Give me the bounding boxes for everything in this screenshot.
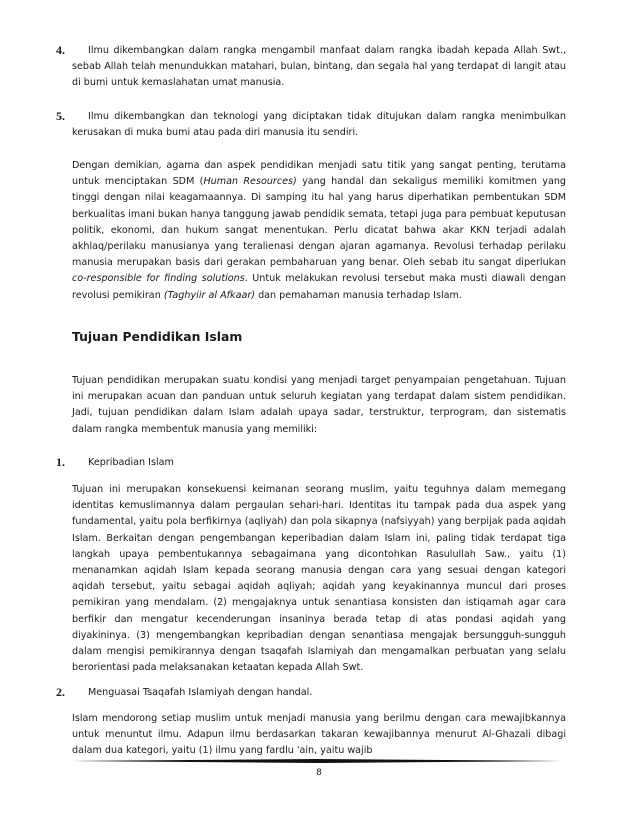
page-number: 8 [316, 768, 322, 778]
list-number: 1. [56, 455, 65, 469]
list-number: 4. [56, 43, 65, 57]
goal-title: Menguasai Tsaqafah Islamiyah dengan handal. [88, 687, 313, 698]
list-number: 2. [56, 685, 65, 699]
goal-1-text: Tujuan ini merupakan konsekuensi keimanan seorang muslim, yaitu teguhnya dalam memegang identitas kemuslimannya dalam pergaulan sehari-hari. Identitas itu tampak pada dua aspek yang fundamental, yaitu pola berfikirnya (aqliyah) dan pola sikapnya (nafsiyyah) yang berpijak pada aqidah Islam. Berkaitan dengan pengembangan keperibadian dalam Islam ini, paling tidak terdapat tiga langkah upaya pembentukannya sebagaimana yang dicontohkan Rasulullah Saw., yaitu (1) menanamkan aqidah Islam kepada seorang manusia dengan cara yang sesuai dengan kategori aqidah tersebut, yaitu sebagai aqidah aqliyah; aqidah yang keyakinannya muncul dari proses pemikiran yang mendalam. (2) mengajaknya untuk senantiasa konsisten dan istiqamah agar cara berfikir dan mengatur kecenderungan insaninya berada tetap di atas pondasi aqidah yang diyakininya. (3) mengembangkan kepribadian dengan senantiasa mengajak bersungguh-sungguh dalam mengisi pemikirannya dengan tsaqafah Islamiyah dan mengamalkan perbuatan yang selalu berorientasi pada melaksanakan ketaatan kepada Allah Swt. [72, 484, 566, 674]
list-item-4 [56, 43, 566, 92]
paragraph-intro: Dengan demikian, agama dan aspek pendidikan menjadi satu titik yang sangat penting, terutama untuk menciptakan SDM (Human Resources) yang handal dan sekaligus memiliki komitmen yang tinggi dengan nilai keagamaannya. Di samping itu hal yang harus diperhatikan pembentukan SDM berkualitas imani bukan hanya tanggung jawab pendidik semata, tetapi juga para pembuat keputusan politik, ekonomi, dan hukum sangat menentukan. Perlu dicatat bahwa akar KKN terjadi adalah akhlaq/perilaku manusianya yang teralienasi dengan ajaran agamanya. Revolusi terhadap perilaku manusia merupakan basis dari gerakan pembaharuan yang benar. Oleh sebab itu sangat diperlukan co-responsible for finding solutions. Untuk melakukan revolusi tersebut maka musti diawali dengan revolusi pemikiran (Taghyiir al Afkaar) dan pemahaman manusia terhadap Islam. [72, 160, 566, 301]
list-number: 5. [56, 109, 65, 123]
list-item-5 [56, 109, 566, 141]
list-item-goal-1 [56, 455, 566, 471]
paragraph-goals-intro: Tujuan pendidikan merupakan suatu kondisi yang menjadi target penyampaian pengetahuan. Tujuan ini merupakan acuan dan panduan untuk seluruh kegiatan yang terdapat dalam sistem pendidikan. Jadi, tujuan pendidikan dalam Islam adalah upaya sadar, terstruktur, terprogram, dan sistematis dalam rangka membentuk manusia yang memiliki: [72, 375, 566, 435]
list-item-goal-2 [56, 685, 566, 701]
footer-divider [70, 759, 564, 763]
list-item-text: Ilmu dikembangkan dalam rangka mengambil manfaat dalam rangka ibadah kepada Allah Swt., sebab Allah telah menundukkan matahari, bulan, bintang, dan segala hal yang terdapat di langit atau di bumi untuk kemaslahatan umat manusia. [72, 45, 566, 89]
goal-2-text: Islam mendorong setiap muslim untuk menjadi manusia yang berilmu dengan cara mewajibkannya untuk menuntut ilmu. Adapun ilmu berdasarkan takaran kewajibannya menurut Al-Ghazali dibagi dalam dua kategori, yaitu (1) ilmu yang fardlu 'ain, yaitu wajib [72, 713, 566, 757]
list-item-text: Ilmu dikembangkan dan teknologi yang diciptakan tidak ditujukan dalam rangka menimbulkan kerusakan di muka bumi atau pada diri manusia itu sendiri. [72, 111, 566, 139]
section-heading: Tujuan Pendidikan Islam [72, 329, 243, 344]
goal-title: Kepribadian Islam [88, 457, 174, 468]
